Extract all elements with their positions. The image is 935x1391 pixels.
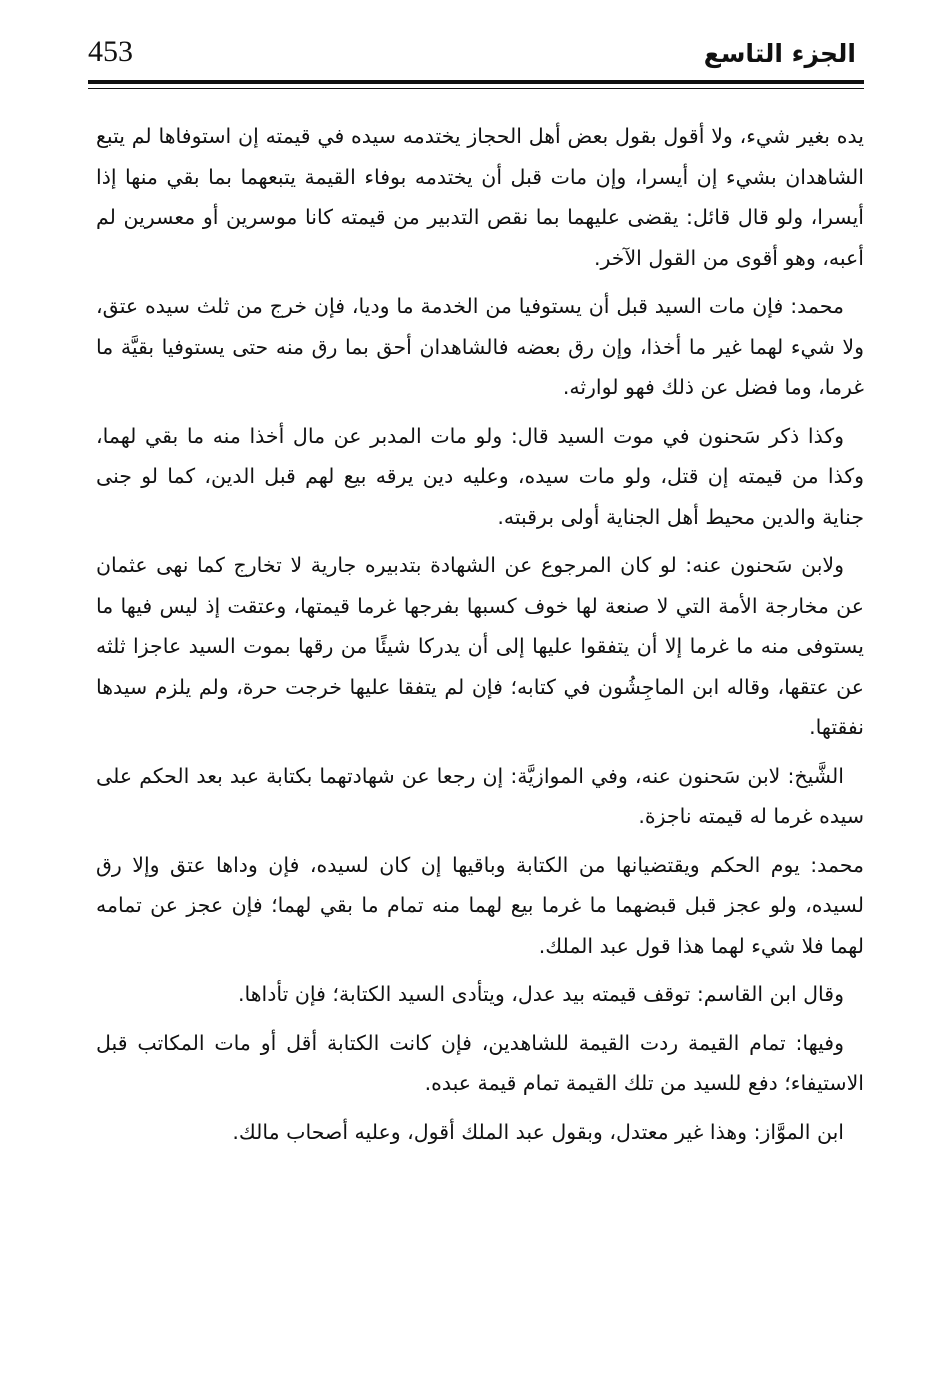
- paragraph-8: وفيها: تمام القيمة ردت القيمة للشاهدين، فإن كانت الكتابة أقل أو مات المكاتب قبل الاستيفاء؛ دفع للسيد من تلك القيمة تمام قيمة عبده.: [96, 1030, 864, 1095]
- paragraph-3: وكذا ذكر سَحنون في موت السيد قال: ولو مات المدبر عن مال أخذا منه ما بقي لهما، وكذا من قيمته إن قتل، ولو مات سيده، وعليه دين يرقه بيع لهم قبل الدين، كما لو جنى جناية والدين محيط أهل الجناية أولى برقبته.: [96, 423, 864, 529]
- paragraph-2: محمد: فإن مات السيد قبل أن يستوفيا من الخدمة ما وديا، فإن خرج من ثلث سيده عتق، ولا شيء لهما غير ما أخذا، وإن رق بعضه فالشاهدان أحق بما رق منه حتى يستوفيا بقيَّة ما غرما، وما فضل عن ذلك فهو لوارثه.: [96, 294, 864, 399]
- header-rule-thick: [88, 80, 864, 84]
- body-text: [96, 116, 864, 1160]
- paragraph-7: وقال ابن القاسم: توقف قيمته بيد عدل، ويتأدى السيد الكتابة؛ فإن تأداها.: [237, 982, 844, 1006]
- page-number: 453: [88, 35, 133, 68]
- page-header: [88, 30, 856, 78]
- paragraph-5: الشَّيخ: لابن سَحنون عنه، وفي الموازيَّة: إن رجعا عن شهادتهما بكتابة عبد بعد الحكم على سيده غرما له قيمته ناجزة.: [96, 763, 864, 828]
- paragraph-1: يده بغير شيء، ولا أقول بقول بعض أهل الحجاز يختدمه سيده في قيمته إن استوفاها لم يتبع الشاهدان بشيء إن أيسرا، وإن مات قبل أن يختدمه بوفاء القيمة يتبعهما بما بقي منها إذا أيسرا، ولو قال قائل: يقضى عليهما بما نقص التدبير من قيمته كانا موسرين أو معسرين لم أعبه، وهو أقوى من القول الآخر.: [96, 124, 864, 270]
- running-title: الجزء التاسع: [703, 39, 856, 68]
- header-rule-thin: [88, 88, 864, 89]
- paragraph-4: ولابن سَحنون عنه: لو كان المرجوع عن الشهادة بتدبيره جارية لا تخارج كما نهى عثمان عن مخارجة الأمة التي لا صنعة لها خوف كسبها بفرجها غرما قيمتها، وعتقت إذ ليس فيها ما يستوفى منه ما غرما إلا أن يتفقوا عليها إلى أن يدركا شيئًا من رقها بموت السيد عاجزا ثلثه عن عتقها، وقاله ابن الماجِشُون في كتابه؛ فإن لم يتفقا عليها خرجت حرة، ولم يلزم سيدها نفقتها.: [96, 553, 864, 739]
- paragraph-9: ابن الموَّاز: وهذا غير معتدل، وبقول عبد الملك أقول، وعليه أصحاب مالك.: [232, 1119, 844, 1144]
- paragraph-6: محمد: يوم الحكم ويقتضيانها من الكتابة وباقيها إن كان لسيده، فإن وداها عتق وإلا رق لسيده، ولو عجز قبل قبضهما ما غرما بيع لهما منه تمام ما بقي لهما؛ فإن عجز عن تمامه لهما فلا شيء لهما هذا قول عبد الملك.: [96, 852, 864, 958]
